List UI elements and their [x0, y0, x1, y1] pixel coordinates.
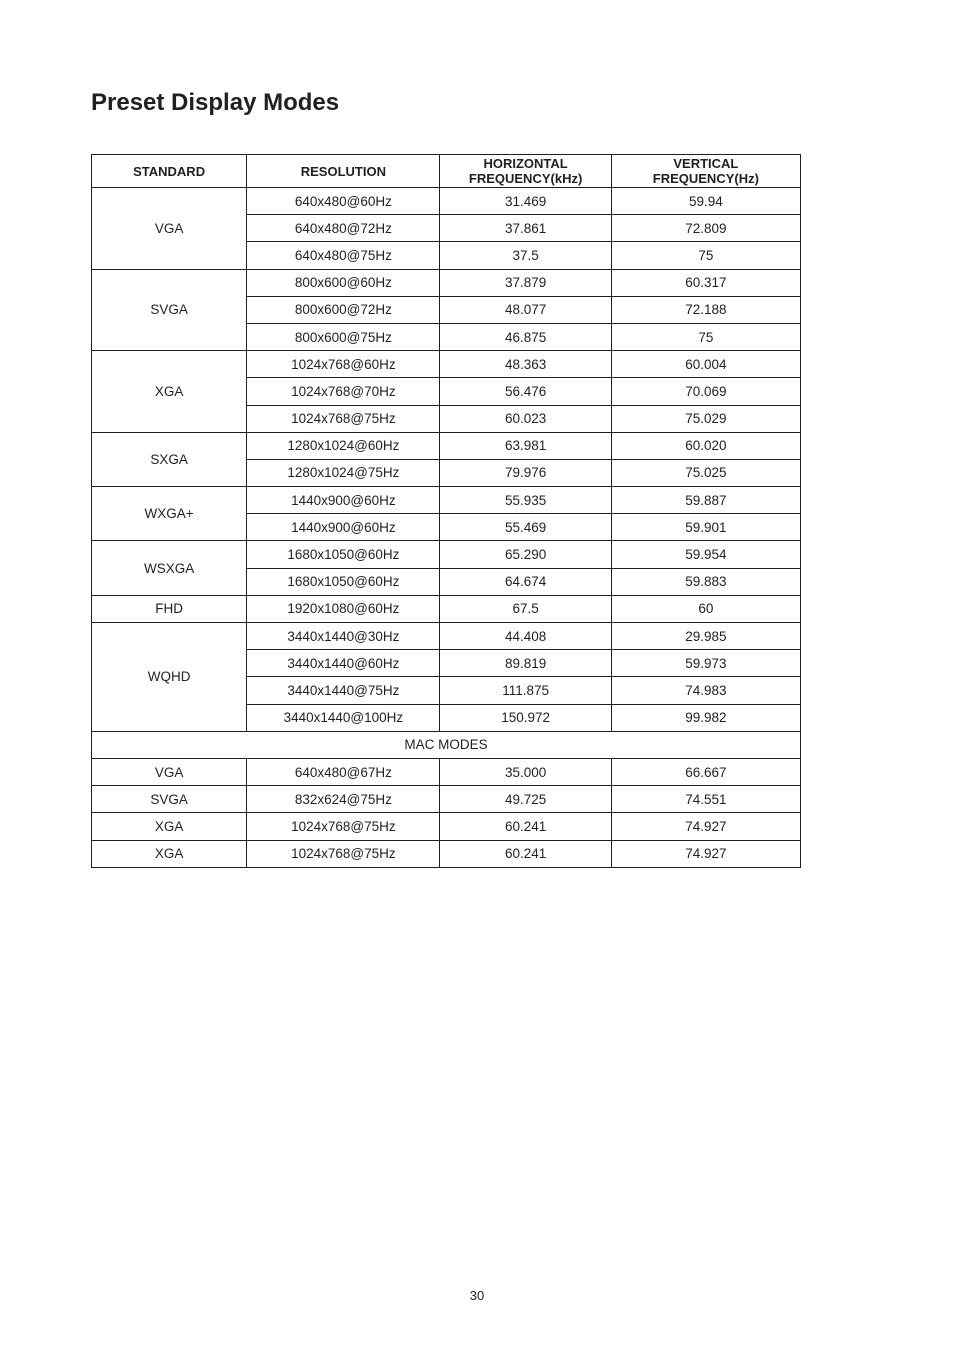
resolution-cell: 1680x1050@60Hz: [247, 568, 440, 595]
resolution-cell: 1024x768@70Hz: [247, 378, 440, 405]
table-row: [92, 595, 801, 622]
page-title: Preset Display Modes: [91, 89, 340, 116]
vertical-frequency-cell: 75: [611, 323, 800, 350]
resolution-cell: 1024x768@60Hz: [247, 351, 440, 378]
resolution-cell: 3440x1440@100Hz: [247, 704, 440, 731]
resolution-cell: 640x480@72Hz: [247, 215, 440, 242]
horizontal-frequency-cell: 31.469: [440, 188, 611, 215]
horizontal-frequency-cell: 48.077: [440, 296, 611, 323]
resolution-cell: 832x624@75Hz: [247, 786, 440, 813]
vertical-frequency-cell: 60: [611, 595, 800, 622]
horizontal-frequency-cell: 65.290: [440, 541, 611, 568]
header-horizontal-line1: HORIZONTAL: [483, 156, 568, 171]
vertical-frequency-cell: 75.029: [611, 405, 800, 432]
page-number: 30: [469, 1288, 485, 1303]
vertical-frequency-cell: 66.667: [611, 758, 800, 785]
resolution-cell: 1280x1024@75Hz: [247, 459, 440, 486]
horizontal-frequency-cell: 56.476: [440, 378, 611, 405]
standard-cell: XGA: [92, 813, 247, 840]
resolution-cell: 1024x768@75Hz: [247, 405, 440, 432]
standard-cell: WXGA+: [92, 487, 247, 541]
horizontal-frequency-cell: 37.879: [440, 269, 611, 296]
resolution-cell: 1024x768@75Hz: [247, 840, 440, 867]
vertical-frequency-cell: 99.982: [611, 704, 800, 731]
horizontal-frequency-cell: 60.241: [440, 813, 611, 840]
horizontal-frequency-cell: 111.875: [440, 677, 611, 704]
table-row: [92, 188, 801, 215]
horizontal-frequency-cell: 46.875: [440, 323, 611, 350]
header-vertical-line2: FREQUENCY(Hz): [652, 171, 759, 186]
resolution-cell: 640x480@75Hz: [247, 242, 440, 269]
horizontal-frequency-cell: 35.000: [440, 758, 611, 785]
table-row: [92, 623, 801, 650]
header-vertical-line1: VERTICAL: [673, 156, 739, 171]
resolution-cell: 1440x900@60Hz: [247, 514, 440, 541]
header-resolution: RESOLUTION: [247, 155, 440, 188]
standard-cell: FHD: [92, 595, 247, 622]
resolution-cell: 640x480@67Hz: [247, 758, 440, 785]
vertical-frequency-cell: 75: [611, 242, 800, 269]
vertical-frequency-cell: 60.004: [611, 351, 800, 378]
standard-cell: WSXGA: [92, 541, 247, 595]
horizontal-frequency-cell: 55.935: [440, 487, 611, 514]
table-row: [92, 786, 801, 813]
table-body: [92, 188, 801, 868]
vertical-frequency-cell: 75.025: [611, 459, 800, 486]
standard-cell: VGA: [92, 758, 247, 785]
horizontal-frequency-cell: 64.674: [440, 568, 611, 595]
standard-cell: SVGA: [92, 269, 247, 351]
vertical-frequency-cell: 72.188: [611, 296, 800, 323]
vertical-frequency-cell: 59.901: [611, 514, 800, 541]
horizontal-frequency-cell: 55.469: [440, 514, 611, 541]
resolution-cell: 1920x1080@60Hz: [247, 595, 440, 622]
vertical-frequency-cell: 74.927: [611, 813, 800, 840]
horizontal-frequency-cell: 150.972: [440, 704, 611, 731]
resolution-cell: 1440x900@60Hz: [247, 487, 440, 514]
standard-cell: XGA: [92, 351, 247, 433]
table-row: [92, 432, 801, 459]
table-header-row: [92, 155, 801, 188]
resolution-cell: 1280x1024@60Hz: [247, 432, 440, 459]
header-vertical-frequency: [611, 155, 800, 188]
horizontal-frequency-cell: 67.5: [440, 595, 611, 622]
vertical-frequency-cell: 29.985: [611, 623, 800, 650]
vertical-frequency-cell: 74.927: [611, 840, 800, 867]
horizontal-frequency-cell: 60.023: [440, 405, 611, 432]
horizontal-frequency-cell: 60.241: [440, 840, 611, 867]
table-row: [92, 351, 801, 378]
resolution-cell: 1680x1050@60Hz: [247, 541, 440, 568]
vertical-frequency-cell: 59.883: [611, 568, 800, 595]
vertical-frequency-cell: 59.954: [611, 541, 800, 568]
table-row: [92, 813, 801, 840]
horizontal-frequency-cell: 89.819: [440, 650, 611, 677]
resolution-cell: 800x600@72Hz: [247, 296, 440, 323]
vertical-frequency-cell: 74.983: [611, 677, 800, 704]
standard-cell: XGA: [92, 840, 247, 867]
horizontal-frequency-cell: 79.976: [440, 459, 611, 486]
standard-cell: SXGA: [92, 432, 247, 486]
horizontal-frequency-cell: 37.5: [440, 242, 611, 269]
resolution-cell: 3440x1440@30Hz: [247, 623, 440, 650]
mac-modes-row: [92, 731, 801, 758]
resolution-cell: 3440x1440@60Hz: [247, 650, 440, 677]
vertical-frequency-cell: 74.551: [611, 786, 800, 813]
table-row: [92, 541, 801, 568]
resolution-cell: 640x480@60Hz: [247, 188, 440, 215]
horizontal-frequency-cell: 63.981: [440, 432, 611, 459]
horizontal-frequency-cell: 48.363: [440, 351, 611, 378]
vertical-frequency-cell: 59.887: [611, 487, 800, 514]
header-horizontal-line2: FREQUENCY(kHz): [468, 171, 583, 186]
standard-cell: VGA: [92, 188, 247, 270]
resolution-cell: 1024x768@75Hz: [247, 813, 440, 840]
vertical-frequency-cell: 60.020: [611, 432, 800, 459]
resolution-cell: 800x600@60Hz: [247, 269, 440, 296]
horizontal-frequency-cell: 44.408: [440, 623, 611, 650]
table-row: [92, 487, 801, 514]
resolution-cell: 800x600@75Hz: [247, 323, 440, 350]
preset-modes-table: [91, 154, 801, 868]
header-standard: STANDARD: [92, 155, 247, 188]
horizontal-frequency-cell: 37.861: [440, 215, 611, 242]
standard-cell: WQHD: [92, 623, 247, 732]
table-row: [92, 269, 801, 296]
resolution-cell: 3440x1440@75Hz: [247, 677, 440, 704]
header-horizontal-frequency: [440, 155, 611, 188]
mac-modes-label: MAC MODES: [92, 731, 801, 758]
table-row: [92, 758, 801, 785]
vertical-frequency-cell: 59.94: [611, 188, 800, 215]
table-row: [92, 840, 801, 867]
vertical-frequency-cell: 70.069: [611, 378, 800, 405]
vertical-frequency-cell: 72.809: [611, 215, 800, 242]
vertical-frequency-cell: 59.973: [611, 650, 800, 677]
vertical-frequency-cell: 60.317: [611, 269, 800, 296]
horizontal-frequency-cell: 49.725: [440, 786, 611, 813]
standard-cell: SVGA: [92, 786, 247, 813]
